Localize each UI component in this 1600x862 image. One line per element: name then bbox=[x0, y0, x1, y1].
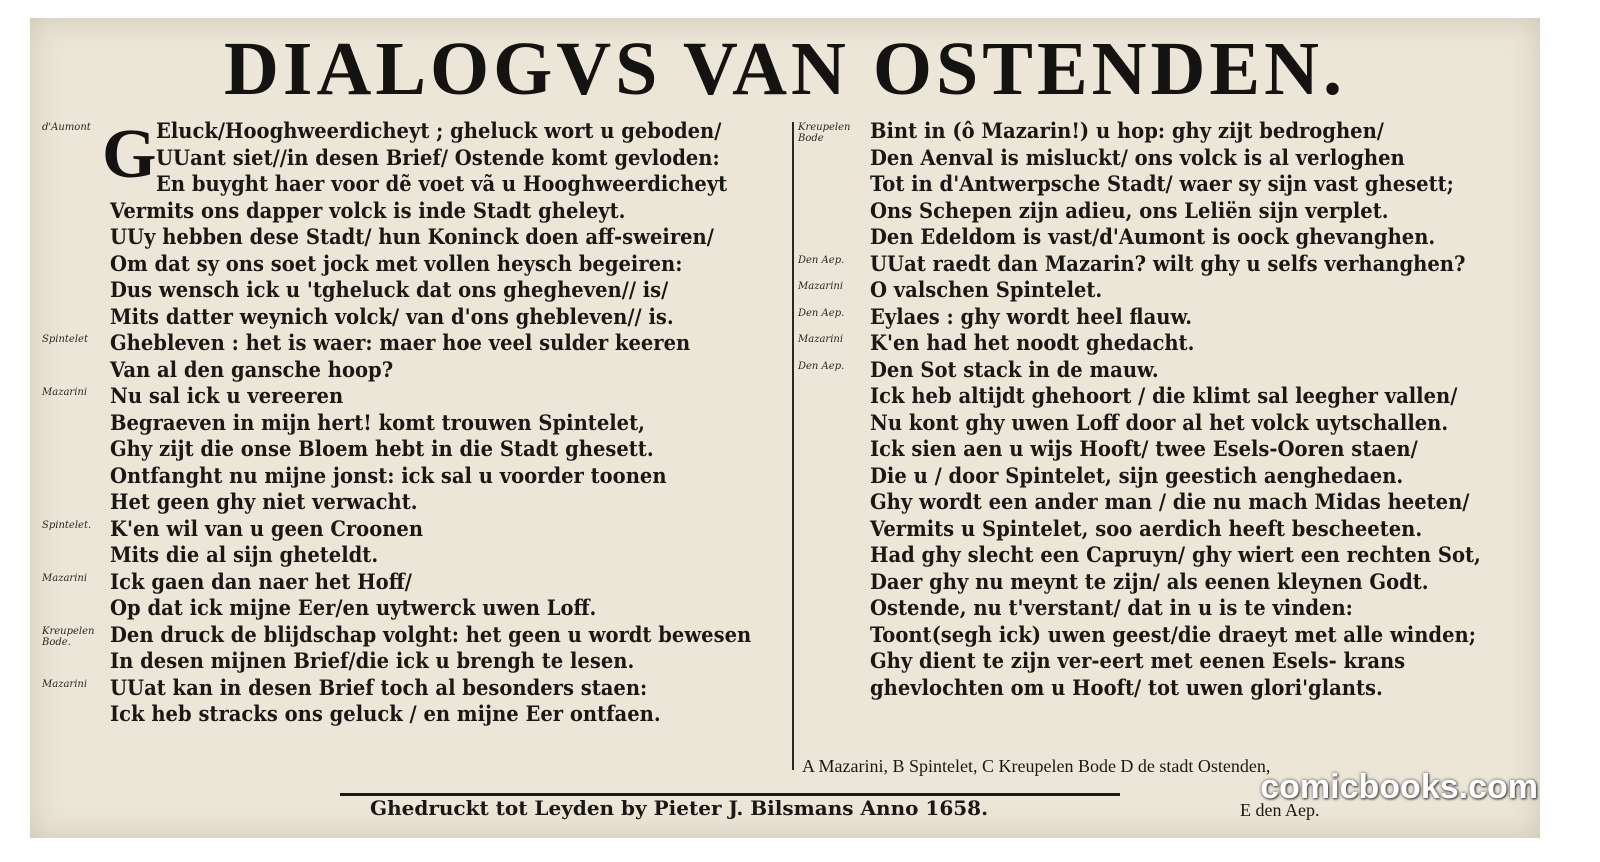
dialogue-line bbox=[798, 569, 1533, 596]
verse-text: Mits die al sijn gheteldt. bbox=[110, 542, 379, 567]
dialogue-line bbox=[42, 171, 790, 198]
dialogue-line bbox=[798, 436, 1533, 463]
speaker-label: Den Aep. bbox=[798, 307, 845, 319]
dialogue-line bbox=[798, 145, 1533, 172]
verse-text: O valschen Spintelet. bbox=[870, 277, 1103, 302]
verse-text: Eylaes : ghy wordt heel flauw. bbox=[870, 303, 1193, 329]
dialogue-line bbox=[42, 224, 790, 251]
verse-text: Om dat sy ons soet jock met vollen heysch begeiren: bbox=[110, 250, 683, 276]
verse-text: Op dat ick mijne Eer/en uytwerck uwen Loff. bbox=[110, 595, 597, 620]
dialogue-line bbox=[42, 277, 790, 304]
dialogue-line bbox=[798, 304, 1533, 331]
speaker-label: Kreupelen Bode. bbox=[42, 625, 95, 648]
speaker-label: Mazarini bbox=[42, 572, 88, 584]
verse-text: Vermits u Spintelet, soo aerdich heeft bescheeten. bbox=[870, 515, 1423, 541]
watermark: comicbooks.com bbox=[1260, 768, 1538, 806]
verse-text: K'en had het noodt ghedacht. bbox=[870, 330, 1195, 355]
verse-text: Den Aenval is misluckt/ ons volck is al verloghen bbox=[870, 144, 1405, 170]
dialogue-line bbox=[798, 330, 1533, 357]
verse-text: Ick gaen dan naer het Hoff/ bbox=[110, 568, 412, 594]
dialogue-line bbox=[798, 463, 1533, 490]
verse-text: Daer ghy nu meynt te zijn/ als eenen kleynen Godt. bbox=[870, 568, 1429, 594]
dialogue-line bbox=[798, 383, 1533, 410]
dialogue-line bbox=[42, 383, 790, 410]
verse-text: Dus wensch ick u 'tgheluck dat ons ghegheven// is/ bbox=[110, 277, 669, 302]
verse-text: En buyght haer voor dẽ voet vã u Hooghweerdicheyt bbox=[156, 171, 728, 196]
dialogue-line bbox=[798, 542, 1533, 569]
verse-text: Ghy dient te zijn ver-eert met eenen Esels- krans bbox=[870, 648, 1406, 673]
dialogue-line bbox=[42, 648, 790, 675]
verse-text: Tot in d'Antwerpsche Stadt/ waer sy sijn vast ghesett; bbox=[870, 171, 1454, 196]
dialogue-line bbox=[798, 118, 1533, 145]
character-legend-last: E den Aep. bbox=[1240, 800, 1320, 820]
verse-text: Ick sien aen u wijs Hooft/ twee Esels-Ooren staen/ bbox=[870, 436, 1418, 461]
verse-text: K'en wil van u geen Croonen bbox=[110, 515, 424, 541]
verse-text: Vermits ons dapper volck is inde Stadt gheleyt. bbox=[110, 197, 626, 223]
dialogue-line bbox=[42, 145, 790, 172]
verse-text: Den druck de blijdschap volght: het geen u wordt bewesen bbox=[110, 621, 752, 647]
dialogue-line bbox=[798, 489, 1533, 516]
verse-text: Ons Schepen zijn adieu, ons Leliën sijn verplet. bbox=[870, 197, 1389, 223]
verse-text: Den Sot stack in de mauw. bbox=[870, 356, 1159, 382]
printed-broadside bbox=[30, 18, 1540, 838]
verse-text: Ghy zijt die onse Bloem hebt in die Stadt ghesett. bbox=[110, 436, 654, 461]
dialogue-line bbox=[42, 436, 790, 463]
dialogue-line bbox=[42, 198, 790, 225]
character-legend: A Mazarini, B Spintelet, C Kreupelen Bode D de stadt Ostenden, bbox=[802, 756, 1271, 776]
verse-text: In desen mijnen Brief/die ick u brengh te lesen. bbox=[110, 648, 635, 673]
verse-text: Ick heb altijdt ghehoort / die klimt sal leegher vallen/ bbox=[870, 383, 1458, 408]
speaker-label: Den Aep. bbox=[798, 360, 845, 372]
speaker-label: Spintelet bbox=[42, 334, 88, 345]
dialogue-line bbox=[42, 595, 790, 622]
column-divider bbox=[792, 122, 794, 770]
verse-text: Begraeven in mijn hert! komt trouwen Spintelet, bbox=[110, 409, 645, 435]
dialogue-line bbox=[42, 516, 790, 543]
dialogue-line bbox=[42, 304, 790, 331]
verse-text: UUat kan in desen Brief toch al besonders staen: bbox=[110, 674, 648, 700]
dialogue-line bbox=[42, 410, 790, 437]
dialogue-line bbox=[42, 569, 790, 596]
speaker-label: Mazarini bbox=[798, 281, 844, 292]
speaker-label: Mazarini bbox=[42, 678, 88, 690]
speaker-label: d'Aumont bbox=[42, 122, 91, 133]
dialogue-line bbox=[798, 171, 1533, 198]
left-dialogue-column bbox=[42, 118, 790, 728]
dialogue-line bbox=[798, 648, 1533, 675]
verse-text: Mits datter weynich volck/ van d'ons ghebleven// is. bbox=[110, 303, 674, 329]
dialogue-line bbox=[798, 198, 1533, 225]
verse-text: Nu sal ick u vereeren bbox=[110, 383, 344, 408]
drop-cap: G bbox=[102, 116, 157, 193]
verse-text: Ontfanght nu mijne jonst: ick sal u voorder toonen bbox=[110, 462, 667, 488]
page-title: DIALOGVS VAN OSTENDEN. bbox=[223, 27, 1346, 111]
verse-text: UUy hebben dese Stadt/ hun Koninck doen aff-sweiren/ bbox=[110, 224, 714, 249]
verse-text: Ick heb stracks ons geluck / en mijne Eer ontfaen. bbox=[110, 701, 661, 726]
dialogue-line bbox=[798, 224, 1533, 251]
dialogue-line bbox=[42, 622, 790, 649]
speaker-label: Den Aep. bbox=[798, 254, 845, 266]
dialogue-line bbox=[798, 595, 1533, 622]
dialogue-line bbox=[798, 675, 1533, 702]
dialogue-line bbox=[42, 675, 790, 702]
verse-text: Eluck/Hooghweerdicheyt ; gheluck wort u geboden/ bbox=[156, 118, 722, 143]
dialogue-line bbox=[798, 357, 1533, 384]
right-dialogue-column bbox=[798, 118, 1533, 701]
dialogue-line bbox=[798, 622, 1533, 649]
verse-text: Ostende, nu t'verstant/ dat in u is te vinden: bbox=[870, 595, 1353, 620]
dialogue-line bbox=[798, 516, 1533, 543]
speaker-label: Spintelet. bbox=[42, 519, 92, 531]
dialogue-line bbox=[42, 463, 790, 490]
verse-text: Het geen ghy niet verwacht. bbox=[110, 489, 418, 514]
speaker-label: Kreupelen Bode bbox=[798, 122, 851, 144]
verse-text: Had ghy slecht een Capruyn/ ghy wiert een rechten Sot, bbox=[870, 542, 1481, 567]
verse-text: Bint in (ô Mazarin!) u hop: ghy zijt bedroghen/ bbox=[870, 118, 1384, 143]
verse-text: Nu kont ghy uwen Loff door al het volck uytschallen. bbox=[870, 409, 1449, 435]
verse-text: Ghy wordt een ander man / die nu mach Midas heeten/ bbox=[870, 489, 1470, 514]
dialogue-line bbox=[42, 542, 790, 569]
dialogue-line bbox=[42, 489, 790, 516]
verse-text: UUant siet//in desen Brief/ Ostende komt gevloden: bbox=[156, 144, 720, 170]
verse-text: UUat raedt dan Mazarin? wilt ghy u selfs verhanghen? bbox=[870, 250, 1466, 276]
dialogue-line bbox=[798, 251, 1533, 278]
speaker-label: Mazarini bbox=[42, 387, 88, 398]
dialogue-line bbox=[42, 357, 790, 384]
dialogue-line bbox=[798, 410, 1533, 437]
speaker-label: Mazarini bbox=[798, 334, 844, 345]
dialogue-line bbox=[42, 330, 790, 357]
verse-text: Die u / door Spintelet, sijn geestich aenghedaen. bbox=[870, 462, 1404, 488]
dialogue-line bbox=[798, 277, 1533, 304]
verse-text: Van al den gansche hoop? bbox=[110, 356, 394, 382]
verse-text: Den Edeldom is vast/d'Aumont is oock ghevanghen. bbox=[870, 224, 1436, 249]
dialogue-line bbox=[42, 701, 790, 728]
verse-text: Ghebleven : het is waer: maer hoe veel sulder keeren bbox=[110, 330, 691, 355]
printer-imprint: Ghedruckt tot Leyden by Pieter J. Bilsmans Anno 1658. bbox=[370, 796, 989, 820]
verse-text: ghevlochten om u Hooft/ tot uwen glori'glants. bbox=[870, 674, 1383, 700]
dialogue-line bbox=[42, 118, 790, 145]
verse-text: Toont(segh ick) uwen geest/die draeyt met alle winden; bbox=[870, 621, 1476, 647]
dialogue-line bbox=[42, 251, 790, 278]
